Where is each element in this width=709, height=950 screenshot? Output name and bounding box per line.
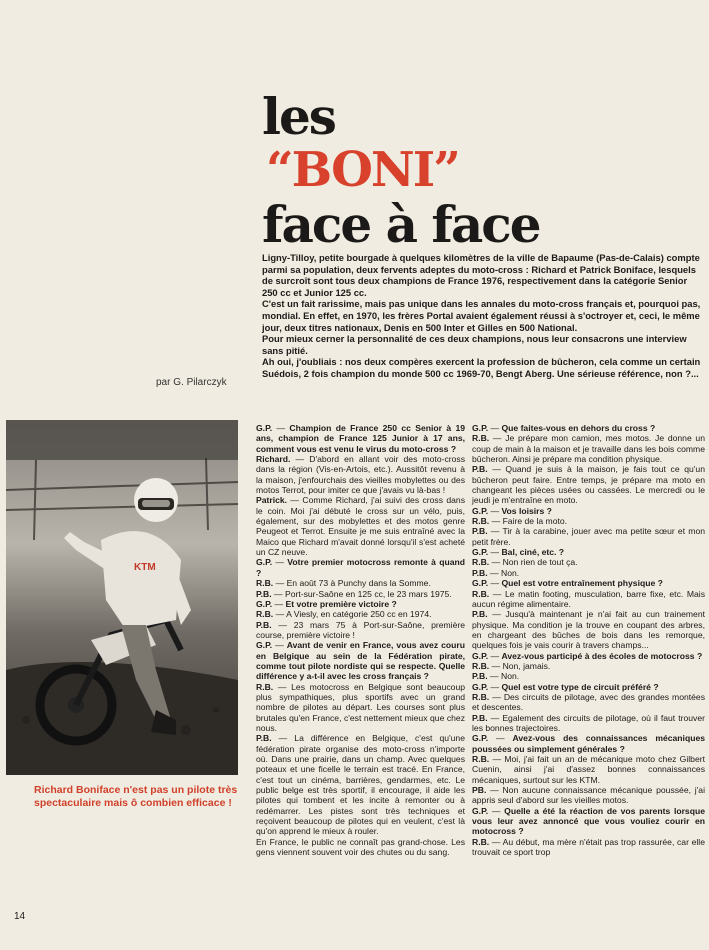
interview-answer: P.B. — 23 mars 75 à Port-sur-Saône, première course, première victoire ! <box>256 619 465 640</box>
interview-answer: R.B. — Je prépare mon camion, mes motos. Je donne un coup de main à la maison et je travaille dans les bois comme bûcheron. Ainsi je prépare ma condition physique. <box>472 433 705 465</box>
question-text: Et votre première victoire ? <box>285 598 397 609</box>
speaker-label: P.B. <box>472 464 488 475</box>
answer-text: Egalement des circuits de pilotage, où il faut trouver les bonnes trajectoires. <box>472 712 705 733</box>
speaker-label: R.B. <box>256 681 274 692</box>
speaker-label: R.B. <box>472 660 490 671</box>
speaker-label: R.B. <box>472 557 490 568</box>
photo-caption: Richard Boniface n'est pas un pilote très spectaculaire mais ô combien efficace ! <box>34 784 238 809</box>
speaker-label: G.P. <box>256 557 273 568</box>
answer-text: Des circuits de pilotage, avec des grandes montées et descentes. <box>472 691 705 713</box>
intro-paragraph <box>262 252 704 380</box>
answer-text: D'abord en allant voir des moto-cross dans la région (Vis-en-Artois, etc.). Aussitôt revenu à la maison, j'enfourchais des vieilles mobylettes ou des motos Terrot, pour imiter ce que j'avais vu là-bas ! <box>256 454 465 496</box>
speaker-label: R.B. <box>256 578 274 589</box>
speaker-label: R.B. <box>472 516 490 527</box>
interview-answer: P.B. — Tir à la carabine, jouer avec ma petite sœur et mon petit frère. <box>472 526 706 547</box>
interview-column-right <box>472 423 705 857</box>
answer-text: En août 73 à Punchy dans la Somme. <box>286 578 431 589</box>
question-text: Vos loisirs ? <box>501 505 552 516</box>
question-text: Avez-vous participé à des écoles de motocross ? <box>501 650 703 661</box>
interview-answer: P.B. — La différence en Belgique, c'est qu'une fédération pirate organise des moto-cross n'importe où. Dans une prairie, dans un champ. Avec quelques poteaux et une ficelle le terrain est tracé. En France, c'est tout un cinéma, barrières, gendarmes, etc. Le public belge est très sportif, il encourage, il aide les pilotes qui tombent et les incite à remonter ou à redémarrer. Les pistes sont très techniques et reçoivent beaucoup de pilotes qui en veulent, c'est là qu'on apprend le mieux à rouler. <box>256 733 465 837</box>
speaker-label: P.B. <box>472 526 488 537</box>
speaker-label: G.P. <box>256 598 273 609</box>
byline: par G. Pilarczyk <box>156 377 227 388</box>
page-number: 14 <box>14 911 26 922</box>
interview-answer: Patrick. — Comme Richard, j'ai suivi des cross dans le coin. Moi j'ai débuté le cross sur un vélo, puis, également, sur des mobylettes et des motos genre Peugeot et Terrot. Ensuite je me suis entraîné avec la Maico que Richard m'avait donné lorsqu'il s'est acheté un CZ neuve. <box>256 495 465 558</box>
speaker-label: R.B. <box>472 691 490 702</box>
answer-text: Moi, j'ai fait un an de mécanique moto chez Gilbert Cuenin, ainsi j'ai d'assez bonnes connaissances mécaniques, surtout sur les KTM. <box>472 754 705 785</box>
speaker-label: G.P. <box>472 681 489 692</box>
question-text: Votre premier motocross remonte à quand ? <box>256 557 465 578</box>
speaker-label: P.B. <box>472 671 488 682</box>
answer-text: Non. <box>500 567 520 578</box>
interview-question: G.P. — Et votre première victoire ? <box>256 598 397 609</box>
interview-answer: R.B. — Faire de la moto. <box>472 516 568 527</box>
answer-text: Au début, ma mère n'était pas trop rassurée, car elle trouvait ce sport trop <box>472 836 705 858</box>
interview-answer: R.B. — Au début, ma mère n'était pas trop rassurée, car elle trouvait ce sport trop <box>472 836 705 858</box>
question-text: Avez-vous des connaissances mécaniques poussées ou simplement générales ? <box>472 733 706 754</box>
answer-text: Non aucune connaissance mécanique poussée, j'ai appris seul d'abord sur les vieilles motos. <box>472 785 705 806</box>
answer-text: Non rien de tout ça. <box>502 557 578 568</box>
speaker-label: G.P. <box>472 578 489 589</box>
interview-question: G.P. — Quel est votre entraînement physique ? <box>472 578 663 589</box>
question-text: Bal, ciné, etc. ? <box>501 547 565 558</box>
answer-text: En France, le public ne connaît pas grand-chose. Les gens viennent souvent voir des chutes ou du sang. <box>256 836 465 858</box>
interview-question: G.P. — Quelle a été la réaction de vos parents lorsque vous leur avez annoncé que vous vouliez courir en motocross ? <box>472 805 705 837</box>
speaker-label: R.B. <box>472 836 490 847</box>
title-line-face-a-face: face à face <box>262 195 540 254</box>
intro-line: Ligny-Tilloy, petite bourgade à quelques kilomètres de la ville de Bapaume (Pas-de-Calais) compte parmi sa population, deux fervents adeptes du moto-cross : Richard et Patrick Boniface, lesquels de surcroît sont tous deux champions de France 1976, respectivement dans la catégorie Senior 250 cc et Junior 125 cc. <box>262 252 700 298</box>
interview-answer: P.B. — Egalement des circuits de pilotage, où il faut trouver les bonnes trajectoires. <box>472 712 705 733</box>
interview-answer: Richard. — D'abord en allant voir des moto-cross dans la région (Vis-en-Artois, etc.). Aussitôt revenu à la maison, j'enfourchais des vieilles mobylettes ou des motos Terrot, pour imiter ce que j'avais vu là-bas ! <box>256 454 465 496</box>
speaker-label: G.P. <box>256 423 273 433</box>
answer-text: Non. <box>500 671 520 682</box>
answer-text: Port-sur-Saône en 125 cc, le 23 mars 1975. <box>284 588 452 599</box>
speaker-label: P.B. <box>256 588 272 599</box>
interview-question: G.P. — Avez-vous participé à des écoles de motocross ? <box>472 650 703 661</box>
interview-answer: R.B. — A Viesly, en catégorie 250 cc en 1974. <box>256 609 432 620</box>
interview-answer: R.B. — Non, jamais. <box>472 660 551 671</box>
speaker-label: R.B. <box>472 754 490 764</box>
speaker-label: P.B. <box>472 567 488 578</box>
interview-answer: R.B. — Des circuits de pilotage, avec des grandes montées et descentes. <box>472 691 705 713</box>
interview-question: G.P. — Que faites-vous en dehors du cross ? <box>472 423 656 433</box>
interview-question: G.P. — Vos loisirs ? <box>472 505 552 516</box>
answer-text: Tir à la carabine, jouer avec ma petite sœur et mon petit frère. <box>472 526 706 547</box>
interview-question: G.P. — Votre premier motocross remonte à quand ? <box>256 557 465 578</box>
title-line-les: les <box>262 87 335 146</box>
rider-photo-illustration <box>6 420 238 775</box>
interview-question: G.P. — Bal, ciné, etc. ? <box>472 547 565 558</box>
interview-question: G.P. — Quel est votre type de circuit préféré ? <box>472 681 659 692</box>
speaker-label: R.B. <box>472 588 490 599</box>
interview-answer: PB. — Non aucune connaissance mécanique poussée, j'ai appris seul d'abord sur les vieilles motos. <box>472 785 705 806</box>
interview-answer: R.B. — Non rien de tout ça. <box>472 557 578 568</box>
interview-answer: R.B. — Le matin footing, musculation, barre fixe, etc. Mais aucun régime alimentaire. <box>472 588 705 609</box>
interview-question: G.P. — Avant de venir en France, vous avez couru en Belgique au sein de la Fédération pirate, comme tout pilote nordiste qui se respecte. Quelle différence y a-t-il avec les cross français ? <box>256 640 465 682</box>
speaker-label: G.P. <box>256 640 273 651</box>
intro-line: C'est un fait rarissime, mais pas unique dans les annales du moto-cross français et, pourquoi pas, mondial. En effet, en 1970, les frères Portal avaient également réussi à s'octroyer et, ceci, le même jour, deux titres nationaux, Denis en 500 Inter et Gilles en 500 National. <box>262 298 701 333</box>
question-text: Quelle a été la réaction de vos parents lorsque vous leur avez annoncé que vous vouliez courir en motocross ? <box>472 805 705 837</box>
speaker-label: P.B. <box>256 619 272 630</box>
interview-answer: P.B. — Quand je suis à la maison, je fais tout ce qu'un bûcheron peut faire. Entre temps, je prépare ma moto en changeant les pièces usées ou cassées. Le mercredi ou le jeudi je m'entraîne en moto. <box>472 464 705 506</box>
answer-text: Quand je suis à la maison, je fais tout ce qu'un bûcheron peut faire. Entre temps, je prépare ma moto en changeant les pièces usées ou cassées. Le mercredi ou le jeudi je m'entraîne en moto. <box>472 464 705 506</box>
speaker-label: PB. <box>472 785 487 796</box>
intro-line: Pour mieux cerner la personnalité de ces deux champions, nous leur consacrons une interview sans pitié. <box>262 333 687 356</box>
answer-text: Non, jamais. <box>502 660 551 671</box>
interview-question: G.P. — Avez-vous des connaissances mécaniques poussées ou simplement générales ? <box>472 733 706 754</box>
interview-answer: R.B. — En août 73 à Punchy dans la Somme. <box>256 578 431 589</box>
answer-text: Faire de la moto. <box>502 516 568 527</box>
interview-answer: R.B. — Les motocross en Belgique sont beaucoup plus sympathiques, plus sportifs avec un grand nombre de pilotes au départ. Les courses sont plus brutales qu'en France, c'est nettement mieux que chez nous. <box>256 681 466 733</box>
interview-answer: P.B. — Port-sur-Saône en 125 cc, le 23 mars 1975. <box>256 588 452 599</box>
answer-text: 23 mars 75 à Port-sur-Saône, première course, première victoire ! <box>256 619 465 640</box>
speaker-label: G.P. <box>472 805 489 816</box>
speaker-label: G.P. <box>472 650 489 661</box>
interview-column-left <box>256 423 465 857</box>
speaker-label: P.B. <box>256 733 272 744</box>
speaker-label: Richard. <box>256 454 291 465</box>
speaker-label: G.P. <box>472 505 489 516</box>
title-line-boni: “BONI” <box>266 142 459 198</box>
speaker-label: G.P. <box>472 733 489 744</box>
speaker-label: R.B. <box>256 609 274 620</box>
question-text: Quel est votre entraînement physique ? <box>501 578 663 589</box>
jersey-ktm-logo: KTM <box>134 562 156 573</box>
speaker-label: P.B. <box>472 609 488 620</box>
question-text: Avant de venir en France, vous avez couru en Belgique au sein de la Fédération pirate, comme tout pilote nordiste qui se respecte. Quelle différence y a-t-il avec les cross français ? <box>256 640 465 682</box>
speaker-label: Patrick. <box>256 495 288 506</box>
intro-line: Ah oui, j'oubliais : nos deux compères exercent la profession de bûcheron, cela comme un certain Suédois, 2 fois champion du monde 500 cc 1969-70, Bengt Aberg. Une sérieuse référence, non ?... <box>262 356 701 379</box>
interview-answer: P.B. — Jusqu'à maintenant je n'ai fait au cun trainement physique. Ma condition je la trouve en coupant des arbres, en chargeant des bûches de bois dans les remorque, quelques fois je vais courir à travers champs... <box>472 609 705 651</box>
speaker-label: P.B. <box>472 712 488 723</box>
answer-text: La différence en Belgique, c'est qu'une fédération pirate organise des moto-cross n'importe où. Dans une prairie, dans un champ. Avec quelques poteaux et une ficelle le terrain est tracé. En France, c'est tout un cinéma, barrières, gendarmes, etc. Le public belge est très sportif, il encourage, il aide les pilotes qui tombent et les incite à remonter ou à redémarrer. Les pistes sont très techniques et reçoivent beaucoup de pilotes qui en veulent, c'est là qu'on apprend le mieux à rouler. <box>256 733 465 837</box>
answer-text: Jusqu'à maintenant je n'ai fait au cun trainement physique. Ma condition je la trouve en coupant des arbres, en chargeant des bûches de bois dans les remorque, quelques fois je vais courir à travers champs... <box>472 609 705 651</box>
answer-text: Les motocross en Belgique sont beaucoup plus sympathiques, plus sportifs avec un grand nombre de pilotes au départ. Les courses sont plus brutales qu'en France, c'est nettement mieux que chez nous. <box>256 681 466 733</box>
speaker-label: G.P. <box>472 423 489 433</box>
interview-answer: P.B. — Non. <box>472 671 520 682</box>
motocross-photo <box>6 420 238 775</box>
answer-text: A Viesly, en catégorie 250 cc en 1974. <box>286 609 432 620</box>
question-text: Que faites-vous en dehors du cross ? <box>501 423 656 433</box>
interview-answer <box>256 837 465 858</box>
question-text: Champion de France 250 cc Senior à 19 ans, champion de France 125 Junior à 17 ans, comment vous est venu le virus du moto-cross ? <box>256 423 466 454</box>
speaker-label: G.P. <box>472 547 489 558</box>
speaker-label: R.B. <box>472 433 490 444</box>
interview-answer: R.B. — Moi, j'ai fait un an de mécanique moto chez Gilbert Cuenin, ainsi j'ai d'assez bonnes connaissances mécaniques, surtout sur les KTM. <box>472 754 705 785</box>
question-text: Quel est votre type de circuit préféré ? <box>501 681 659 692</box>
interview-question: G.P. — Champion de France 250 cc Senior à 19 ans, champion de France 125 Junior à 17 ans, comment vous est venu le virus du moto-cross ? <box>256 423 466 454</box>
answer-text: Comme Richard, j'ai suivi des cross dans le coin. Moi j'ai débuté le cross sur un vélo, puis, également, sur des mobylettes et des motos genre Peugeot et Terrot. Ensuite je me suis entraîné avec la Maico que Richard m'avait donné lorsqu'il s'est acheté un CZ neuve. <box>256 495 465 558</box>
interview-answer: P.B. — Non. <box>472 567 520 578</box>
answer-text: Le matin footing, musculation, barre fixe, etc. Mais aucun régime alimentaire. <box>472 588 705 609</box>
answer-text: Je prépare mon camion, mes motos. Je donne un coup de main à la maison et je travaille dans les bois comme bûcheron. Ainsi je prépare ma condition physique. <box>472 433 705 465</box>
